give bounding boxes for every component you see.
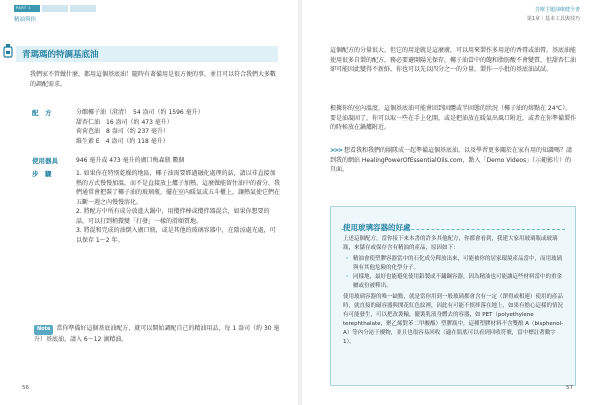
book-title: 芳療主題油療健全書 xyxy=(534,7,580,13)
sidebar-bullets xyxy=(343,255,565,291)
sidebar-paragraph: 使用玻璃容器的唯一缺點，就是當你用到一般玻璃都會含有一定（澤得或相連）使用的產品時，就直接的磁容器與開花紅色紋裡，因此有可能不慎摔落在地上，如果有擔心這樣的情況有可能發生，可以把改裝輸，擺裝乳液身體去的容器，如 PET（polyethylene terephthalate，聚乙烯對苯二甲酸酯）塑膠瓶中，這種塑膠材料不含雙酚 A（bisphenol-A）等內分泌干擾物，並且也很容易回收（適在瓶底可以看到回收符號，當中標註著數字 1）。 xyxy=(343,294,564,345)
step-item: 3. 將混和完成的油倒入廣口瓶，或是其他的玻璃容器中，在陰涼處光處，可以保存 1～2 年。 xyxy=(76,227,276,244)
arrow-icon: >>> xyxy=(330,147,343,154)
note-badge: Note xyxy=(34,325,53,335)
right-header xyxy=(527,6,580,22)
ingredient-item: 維生素 E 4 盎司（約 118 毫升） xyxy=(76,137,169,145)
ingredients-list xyxy=(76,108,276,146)
sidebar-paragraph: 上述這個配方，當你接下來本書的許多其他配方，你都會看到，我建大家用玻璃瓶或玻璃瓶，來儲存或保存含有精油的產品，原因如下： xyxy=(343,236,558,251)
part-block xyxy=(42,5,68,12)
step-item: 2. 將配方中所有成分放進大鍋中，用攪拌棒或攪拌器混合，如果你想要的話，可以打到稍微變「打發」一樣的滑順質地。 xyxy=(76,208,270,225)
sidebar-title: 使用玻璃容器的好處 xyxy=(343,223,411,232)
ingredients-label: 配 方 xyxy=(32,109,52,117)
left-header xyxy=(14,5,96,23)
intro-paragraph: 我們家不管做什麼，都用這個基底油！隨時有著備用是很方便的事，並且可以符合我們大多數的調配需求。 xyxy=(30,71,277,88)
section-tag: 精油與你 xyxy=(14,17,37,23)
step-item: 1. 如果你在特別乾燥的地區，椰子油需要經過融化處理的話，請以非直接加熱的方式慢慢加溫，而不是直接放上爐子加熱。這麼做能留住油中的養分，我們通常會把裝了椰子油的玻璃瓶，擺在室內暖氣或五斗櫃上，讓熱氣使它們在五斷一週之內慢慢溶化。 xyxy=(76,170,281,206)
chapter-label: 第1章｜基本工具與技巧 xyxy=(526,16,580,22)
left-page xyxy=(0,0,298,405)
note-text: 當你準備好這個基底油配方，就可以開始調配自己的精油用品，每 1 盎司（約 30 毫升）基底油，請入 6～12 滴精油。 xyxy=(34,325,280,343)
part-label: PART 1 xyxy=(16,6,31,10)
note-block xyxy=(34,324,280,344)
recipe-title-bar xyxy=(16,46,278,62)
right-paragraph-2: 根據你的室內溫度，這個基底油可能會回到固體或半固態的狀況（椰子油的熔點在 24℃）。要是油凝固了，你可以取一些在手上化開，或是把油放在暖氣出風口附近，或者在你準備製作的時候放在鍋爐附近。 xyxy=(330,105,577,131)
part-block-active xyxy=(14,5,40,12)
part-block xyxy=(70,5,96,12)
website-callout-text[interactable]: 想看我和我們的團隊成一起準備這個基底油，以及學習更多關於在家有用的知識嗎？請到我的網站 HealingPowerOfEssentialOils.com，點入「Demo Videos」（示範影片）的頁面。 xyxy=(330,147,573,173)
page-number-right: 57 xyxy=(566,385,573,391)
sidebar-body xyxy=(343,235,565,347)
website-callout xyxy=(330,146,576,175)
tools-text: 946 毫升或 473 毫升的廣口梅森瓶 數個 xyxy=(76,157,185,164)
ingredient-item: 荷荷芭油 8 盎司（約 237 毫升） xyxy=(76,128,169,135)
sidebar-bullet: · 精油會使塑膠容器當中的石化成分釋放出來，可能被你的居家環境產品當中，而用玻璃與有其他危險的化學分子。 xyxy=(343,255,565,273)
steps-label: 步 驟 xyxy=(32,170,52,178)
bottle-icon xyxy=(2,44,14,58)
sidebar-bullet: · 同樣地，最好也能避免使用鋁製或不鏽鋼容器，因為精油也可能讓這些材料當中的重金屬或份被釋出。 xyxy=(343,273,565,291)
part-indicator xyxy=(14,5,96,12)
glass-container-sidebar xyxy=(330,206,576,386)
recipe-title: 青瑪瑪的特調基底油 xyxy=(22,50,99,60)
page-number-left: 56 xyxy=(22,385,29,391)
sidebar-header xyxy=(331,215,575,232)
ingredient-item: 甜杏仁油 16 盎司（約 473 毫升） xyxy=(76,118,173,126)
ingredient-item: 分餾椰子油（澄清） 54 盎司（約 1596 毫升） xyxy=(76,109,204,116)
tools-label: 使用器具 xyxy=(32,157,58,165)
sidebar-divider xyxy=(341,229,565,230)
right-paragraph-1: 這個配方的分量很大，但它的用途就是這麼廣，可以用來製作多用途的香膏或油膏。基底油能使用很多自製的配方，務必要避開陽光保存，椰子油當中的飽和脂肪酸不會變質，但甜杏仁油卻可能因此變得不新鮮，你也可以先以四分之一的分量，製作一小批的基底油試試。 xyxy=(330,47,577,73)
steps-list xyxy=(76,169,280,245)
